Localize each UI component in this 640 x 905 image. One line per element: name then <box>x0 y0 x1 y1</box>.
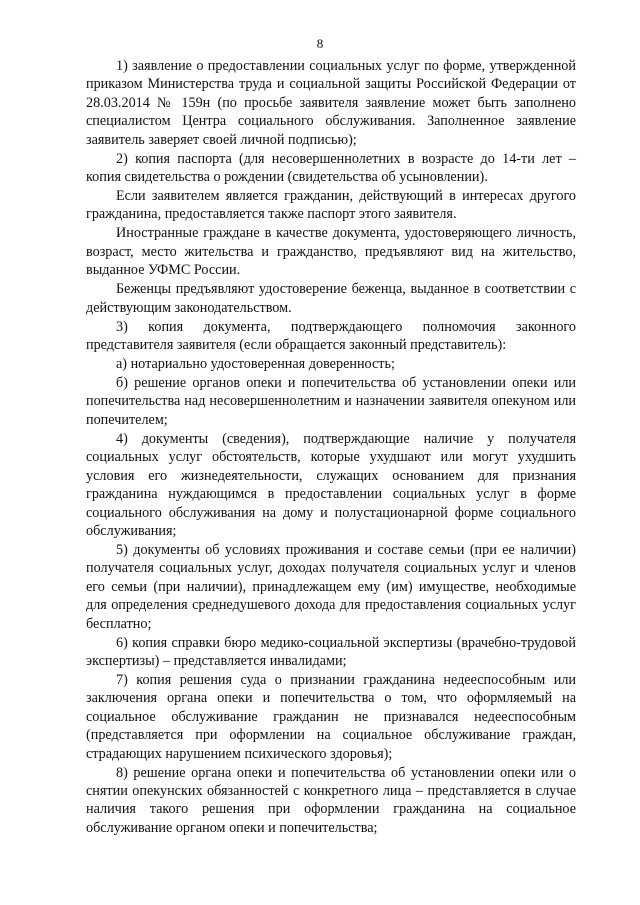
paragraph-item-8-guardianship-authority-decision: 8) решение органа опеки и попечительства об установлении опеки или о снятии опекунских обязанностей с конкретного лица – представляется в случае наличия такого решения при оформлении гражданина на социальное обслуживание органом опеки и попечительства; <box>86 764 576 836</box>
paragraph-item-1-application: 1) заявление о предоставлении социальных услуг по форме, утвержденной приказом Министерства труда и социальной защиты Российской Федерации от 28.03.2014 № 159н (по просьбе заявителя заявление может быть заполнено специалистом Центра социального обслуживания. Заполненное заявление заявитель заверяет своей личной подписью); <box>86 58 576 148</box>
paragraph-item-6-disability-certificate: 6) копия справки бюро медико-социальной экспертизы (врачебно-трудовой экспертизы) – представляется инвалидами; <box>86 634 576 669</box>
document-body <box>86 57 576 837</box>
page-number: 8 <box>316 36 324 51</box>
paragraph-item-3-representative-authority: 3) копия документа, подтверждающего полномочия законного представителя заявителя (если обращается законный представитель): <box>86 318 576 354</box>
paragraph-item-2-passport-copy: 2) копия паспорта (для несовершеннолетних в возрасте до 14-ти лет – копия свидетельства о рождении (свидетельства об усыновлении). <box>86 150 576 186</box>
paragraph-item-5-living-conditions: 5) документы об условиях проживания и составе семьи (при ее наличии) получателя социальных услуг, доходах получателя социальных услуг и членов его семьи (при наличии), принадлежащем ему (им) имуществе, необходимые для определения среднедушевого дохода для предоставления социальных услуг бесплатно; <box>86 541 576 632</box>
paragraph-item-4-circumstances-documents: 4) документы (сведения), подтверждающие наличие у получателя социальных услуг обстоятельств, которые ухудшают или могут ухудшить условия его жизнедеятельности, служащих основанием для признания гражданина нуждающимся в предоставлении социальных услуг в форме социального обслуживания на дому и полустационарной форме социального обслуживания; <box>86 430 576 539</box>
paragraph-refugees: Беженцы предъявляют удостоверение беженца, выданное в соответствии с действующим законодательством. <box>86 281 576 316</box>
paragraph-foreign-citizens: Иностранные граждане в качестве документа, удостоверяющего личность, возраст, место жительства и гражданство, предъявляют вид на жительство, выданное УФМС России. <box>86 225 576 279</box>
paragraph-applicant-acting-for-other: Если заявителем является гражданин, действующий в интересах другого гражданина, предоставляется также паспорт этого заявителя. <box>86 188 576 223</box>
paragraph-item-7-court-decision: 7) копия решения суда о признании гражданина недееспособным или заключения органа опеки и попечительства о том, что оформляемый на социальное обслуживание гражданин не признавался недееспособным (представляется при оформлении на социальное обслуживание граждан, страдающих нарушением психического здоровья); <box>86 671 576 762</box>
paragraph-subitem-a-power-of-attorney: а) нотариально удостоверенная доверенность; <box>116 356 395 373</box>
paragraph-subitem-b-guardianship-decision: б) решение органов опеки и попечительства об установлении опеки или попечительства над несовершеннолетним и назначении заявителя опекуном или попечителем; <box>86 375 576 428</box>
